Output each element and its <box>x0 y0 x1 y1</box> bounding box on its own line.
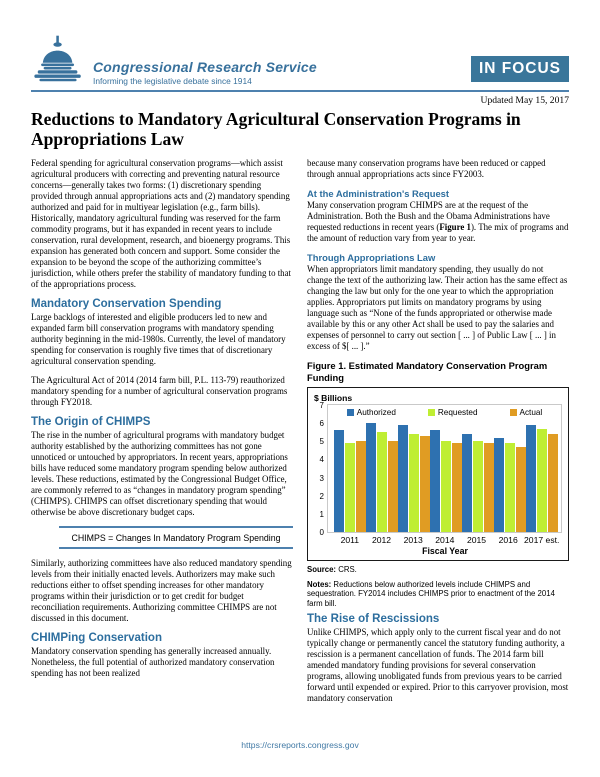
section-heading-rise-of-rescissions: The Rise of Rescissions <box>307 613 440 626</box>
y-tick-label: 4 <box>319 455 324 465</box>
chart-y-axis <box>314 401 327 537</box>
section-heading-origin-of-chimps: The Origin of CHIMPS <box>31 416 151 428</box>
legend-label: Actual <box>519 408 543 417</box>
bar-actual <box>548 434 558 532</box>
bar-requested <box>377 432 387 532</box>
figure-source: Source: CRS. <box>307 565 357 574</box>
in-focus-badge: IN FOCUS <box>471 56 569 82</box>
updated-date: Updated May 15, 2017 <box>480 95 569 106</box>
bar-group <box>526 425 558 532</box>
y-tick-label: 7 <box>319 401 324 410</box>
bar-requested <box>409 434 419 532</box>
paragraph: Similarly, authorizing committees have also reduced mandatory spending levels from their initially enacted levels. Authorizers may make such reductions either to offset spending increases for other mandatory programs within their jurisdiction or to get credit for budget reconciliation requirements. Authorizing committee CHIMPS are not discussed in this document. <box>31 558 292 623</box>
org-name: Congressional Research Service <box>93 59 317 75</box>
footer-url-link[interactable]: https://crsreports.congress.gov <box>241 740 359 750</box>
bar-authorized <box>366 423 376 532</box>
paragraph: When appropriators limit mandatory spending, they usually do not change the text of the authorizing law. Their action has the same effect as changing the law but only for the one year to which the appropriation applies. Appropriators put limits on mandatory programs by using language such as “None of the funds appropriated or otherwise made available by this or any other Act shall be used to pay the salaries and expenses of personnel to carry out section [ ... ] of Public Law [ ... ] in excess of $[ ... ].” <box>307 264 568 351</box>
paragraph: Large backlogs of interested and eligible producers led to new and expanded farm bill conservation programs with mandatory spending authority beginning in the mid-1980s. Currently, the level of mandatory spending for conservation is roughly five times that of discretionary agricultural conservation spending. <box>31 312 286 366</box>
bar-group <box>398 425 430 532</box>
chart-x-labels <box>328 535 562 545</box>
bar-actual <box>420 436 430 532</box>
y-tick-label: 1 <box>319 509 324 519</box>
paragraph: The rise in the number of agricultural programs with mandatory budget authority established by the authorizing committees has not gone unnoticed or untouched by appropriators. In recent years, appropriations bills have reduced some mandatory program spending below authorized levels. These reductions, estimated by the Congressional Budget Office, are commonly referred to as “changes in mandatory program spending” (CHIMPS). CHIMPS can offset discretionary spending that would otherwise be above discretionary budget caps. <box>31 430 288 517</box>
bar-requested <box>473 441 483 532</box>
x-tick-label: 2011 <box>340 535 360 545</box>
org-tagline: Informing the legislative debate since 1914 <box>93 76 252 86</box>
x-tick-label: 2017 est. <box>524 535 560 545</box>
x-tick-label: 2014 <box>435 535 455 545</box>
legend-label: Requested <box>437 408 478 417</box>
header <box>31 26 569 88</box>
y-tick-label: 0 <box>319 528 324 537</box>
figure-notes: Notes: Reductions below authorized levels include CHIMPS and sequestration. FY2014 includes CHIMPS prior to enactment of the 2014 farm bill. <box>307 579 555 608</box>
bar-actual <box>356 441 366 532</box>
footer <box>0 740 600 750</box>
x-tick-label: 2015 <box>466 535 487 545</box>
figure-reference: Figure 1 <box>439 222 471 232</box>
figure-1-chart <box>307 387 569 561</box>
bar-requested <box>441 441 451 532</box>
bar-group <box>462 434 494 532</box>
subheading-through-appropriations-law: Through Appropriations Law <box>307 252 436 263</box>
x-tick-label: 2013 <box>403 535 423 545</box>
left-column <box>31 158 293 712</box>
chart-units-label: $ Billions <box>314 393 353 403</box>
x-tick-label: 2012 <box>371 535 392 545</box>
bar-group <box>430 430 462 532</box>
bar-authorized <box>526 425 536 532</box>
chart-x-axis-title: Fiscal Year <box>422 546 468 556</box>
bar-authorized <box>334 430 344 532</box>
brand-text <box>93 60 317 88</box>
chart-plot <box>327 404 562 533</box>
y-tick-label: 6 <box>319 419 324 429</box>
bar-authorized <box>494 438 504 532</box>
bar-authorized <box>430 430 440 532</box>
y-tick-label: 3 <box>319 473 324 483</box>
header-rule <box>31 90 569 92</box>
section-heading-chimping-conservation: CHIMPing Conservation <box>31 632 162 644</box>
chart-bars <box>328 405 561 532</box>
bar-requested <box>345 443 355 532</box>
page-title: Reductions to Mandatory Agricultural Conservation Programs in Appropriations Law <box>31 109 521 149</box>
y-tick-label: 5 <box>319 437 324 447</box>
right-column <box>307 158 569 712</box>
section-heading-mandatory-conservation-spending: Mandatory Conservation Spending <box>31 298 222 310</box>
paragraph: Unlike CHIMPS, which apply only to the current fiscal year and do not typically change or permanently cancel the statutory funding authority, a rescission is a permanent cancellation of funds. The 2014 farm bill amended mandatory funding provisions for several conservation programs, allowing unobligated funds from previous years to be carried forward until expended or expired. Prior to this carryover provision, most mandatory conservation <box>307 627 569 704</box>
bar-actual <box>484 443 494 532</box>
capitol-dome-icon <box>31 34 85 88</box>
intro-paragraph: Federal spending for agricultural conservation programs—which assist agricultural producers with correcting and preventing natural resource concerns—generally takes two forms: (1) discretionary spending provided through annual appropriations acts and (2) mandatory spending authorized and paid for in multiyear legislation (e.g., farm bills). Historically, mandatory agricultural funding was reserved for the farm commodity programs, but it has expanded in recent years to include conservation, rural development, research, and bioenergy programs. This expansion has generated both concern and support. Some consider the expansion to be beyond the scope of the authorizing committee’s jurisdiction, while others prefer the stability of mandatory funding to that of the appropriations process. <box>31 158 292 289</box>
bar-actual <box>516 447 526 532</box>
paragraph: The Agricultural Act of 2014 (2014 farm bill, P.L. 113-79) reauthorized mandatory spending for a number of agricultural conservation programs through FY2018. <box>31 375 288 407</box>
content-columns <box>31 158 569 712</box>
y-tick-label: 2 <box>319 491 324 501</box>
paragraph: Mandatory conservation spending has generally increased annually. Nonetheless, the full potential of authorized mandatory conservation spending has not been realized <box>31 646 275 678</box>
chimps-definition-callout: CHIMPS = Changes In Mandatory Program Spending <box>59 526 293 549</box>
chart-area <box>314 401 562 537</box>
legend-label: Authorized <box>356 408 396 417</box>
bar-actual <box>388 441 398 532</box>
bar-authorized <box>398 425 408 532</box>
subheading-administrations-request: At the Administration's Request <box>307 188 449 199</box>
crs-brand <box>31 34 317 88</box>
paragraph: Many conservation program CHIMPS are at the request of the Administration. Both the Bush and the Obama Administrations have requested reductions in recent years (Figure 1). The mix of programs and the amount of reduction vary from year to year. <box>307 200 569 243</box>
bar-requested <box>537 429 547 532</box>
figure-caption: Figure 1. Estimated Mandatory Conservation Program Funding <box>307 360 548 383</box>
paragraph: because many conservation programs have been reduced or capped through annual appropriations acts since FY2003. <box>307 158 546 179</box>
bar-requested <box>505 443 515 532</box>
bar-group <box>334 430 366 532</box>
bar-authorized <box>462 434 472 532</box>
bar-group <box>494 438 526 532</box>
bar-group <box>366 423 398 532</box>
x-tick-label: 2016 <box>498 535 518 545</box>
bar-actual <box>452 443 462 532</box>
